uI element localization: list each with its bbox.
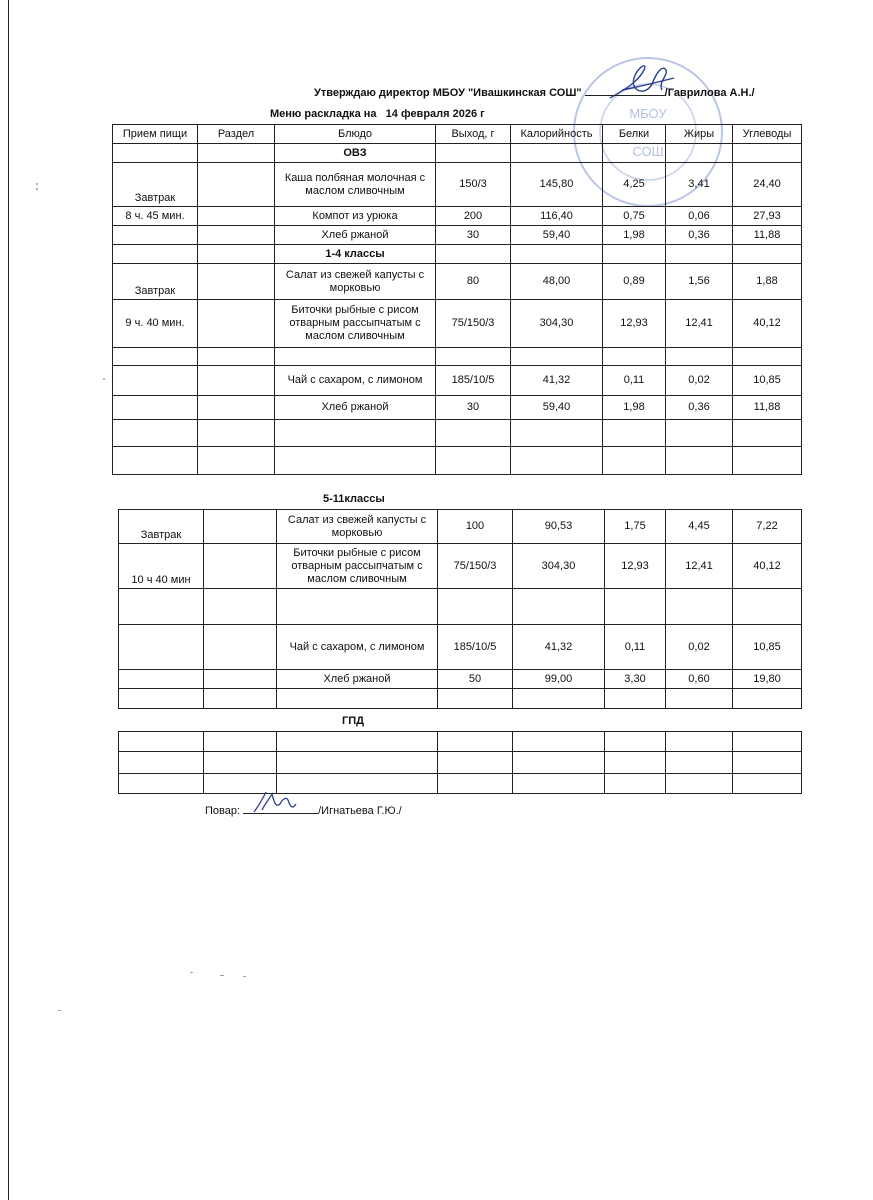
col-calories: Калорийность	[511, 125, 603, 144]
menu-table-grades-5-11	[118, 509, 802, 709]
table-row: Чай с сахаром, с лимоном 185/10/5 41,32 0,11 0,02 10,85	[113, 366, 802, 396]
svg-text:СОШ: СОШ	[632, 144, 664, 159]
scan-speck	[220, 975, 224, 976]
scan-speck	[36, 188, 38, 190]
empty-row	[119, 774, 802, 794]
section-title-grades-5-11: 5-11классы	[323, 493, 385, 505]
table-row: Хлеб ржаной 30 59,40 1,98 0,36 11,88	[113, 396, 802, 420]
signature-blank	[585, 85, 665, 96]
scan-speck	[58, 1010, 61, 1011]
scan-speck	[103, 378, 105, 380]
svg-text:МБОУ: МБОУ	[629, 106, 667, 121]
approval-prefix: Утверждаю директор МБОУ "Ивашкинская СОШ"	[314, 87, 582, 99]
empty-row	[119, 689, 802, 709]
table-row: Хлеб ржаной 50 99,00 3,30 0,60 19,80	[119, 670, 802, 689]
col-output: Выход, г	[436, 125, 511, 144]
scan-speck	[243, 976, 246, 977]
section-title-grades-1-4: 1-4 классы	[275, 245, 436, 264]
column-header-row	[113, 125, 802, 144]
empty-row	[119, 752, 802, 774]
scan-speck	[36, 183, 38, 185]
approval-line	[314, 85, 755, 99]
col-meal: Прием пищи	[113, 125, 198, 144]
cook-signature-blank	[243, 803, 318, 814]
section-row-grades-1-4	[113, 245, 802, 264]
col-protein: Белки	[603, 125, 666, 144]
menu-table-main	[112, 124, 802, 475]
table-row: Хлеб ржаной 30 59,40 1,98 0,36 11,88	[113, 226, 802, 245]
table-row: 9 ч. 40 мин. Биточки рыбные с рисом отварным рассыпчатым с маслом сливочным 75/150/3 304,30 12,93 12,41 40,12	[113, 300, 802, 348]
menu-title	[270, 108, 485, 120]
table-row: Завтрак Салат из свежей капусты с морковью 100 90,53 1,75 4,45 7,22	[119, 510, 802, 544]
scan-speck	[190, 972, 193, 973]
menu-date: 14 февраля 2026 г	[385, 108, 485, 120]
cook-line	[205, 803, 402, 817]
section-row-ovz	[113, 144, 802, 163]
table-row: Завтрак Каша полбяная молочная с маслом сливочным 150/3 145,80 4,25 3,41 24,40	[113, 163, 802, 207]
cook-name: /Игнатьева Г.Ю./	[318, 805, 402, 817]
empty-row	[113, 447, 802, 475]
empty-row	[119, 589, 802, 625]
section-title-ovz: ОВЗ	[275, 144, 436, 163]
table-row: Чай с сахаром, с лимоном 185/10/5 41,32 0,11 0,02 10,85	[119, 625, 802, 670]
empty-row	[119, 732, 802, 752]
col-fat: Жиры	[666, 125, 733, 144]
col-carbs: Углеводы	[733, 125, 802, 144]
page-edge-line	[8, 0, 9, 1200]
cook-label: Повар:	[205, 805, 241, 817]
section-title-gpd: ГПД	[342, 715, 364, 727]
table-row: 8 ч. 45 мин. Компот из урюка 200 116,40 0,75 0,06 27,93	[113, 207, 802, 226]
menu-table-gpd	[118, 731, 802, 794]
director-name: /Гаврилова А.Н./	[664, 87, 755, 99]
table-row: 10 ч 40 мин Биточки рыбные с рисом отварным рассыпчатым с маслом сливочным 75/150/3 304,30 12,93 12,41 40,12	[119, 544, 802, 589]
director-signature	[604, 60, 682, 106]
empty-row	[113, 420, 802, 447]
col-dish: Блюдо	[275, 125, 436, 144]
empty-row	[113, 348, 802, 366]
menu-label: Меню раскладка на	[270, 108, 377, 120]
col-section: Раздел	[198, 125, 275, 144]
table-row: Завтрак Салат из свежей капусты с морковью 80 48,00 0,89 1,56 1,88	[113, 264, 802, 300]
